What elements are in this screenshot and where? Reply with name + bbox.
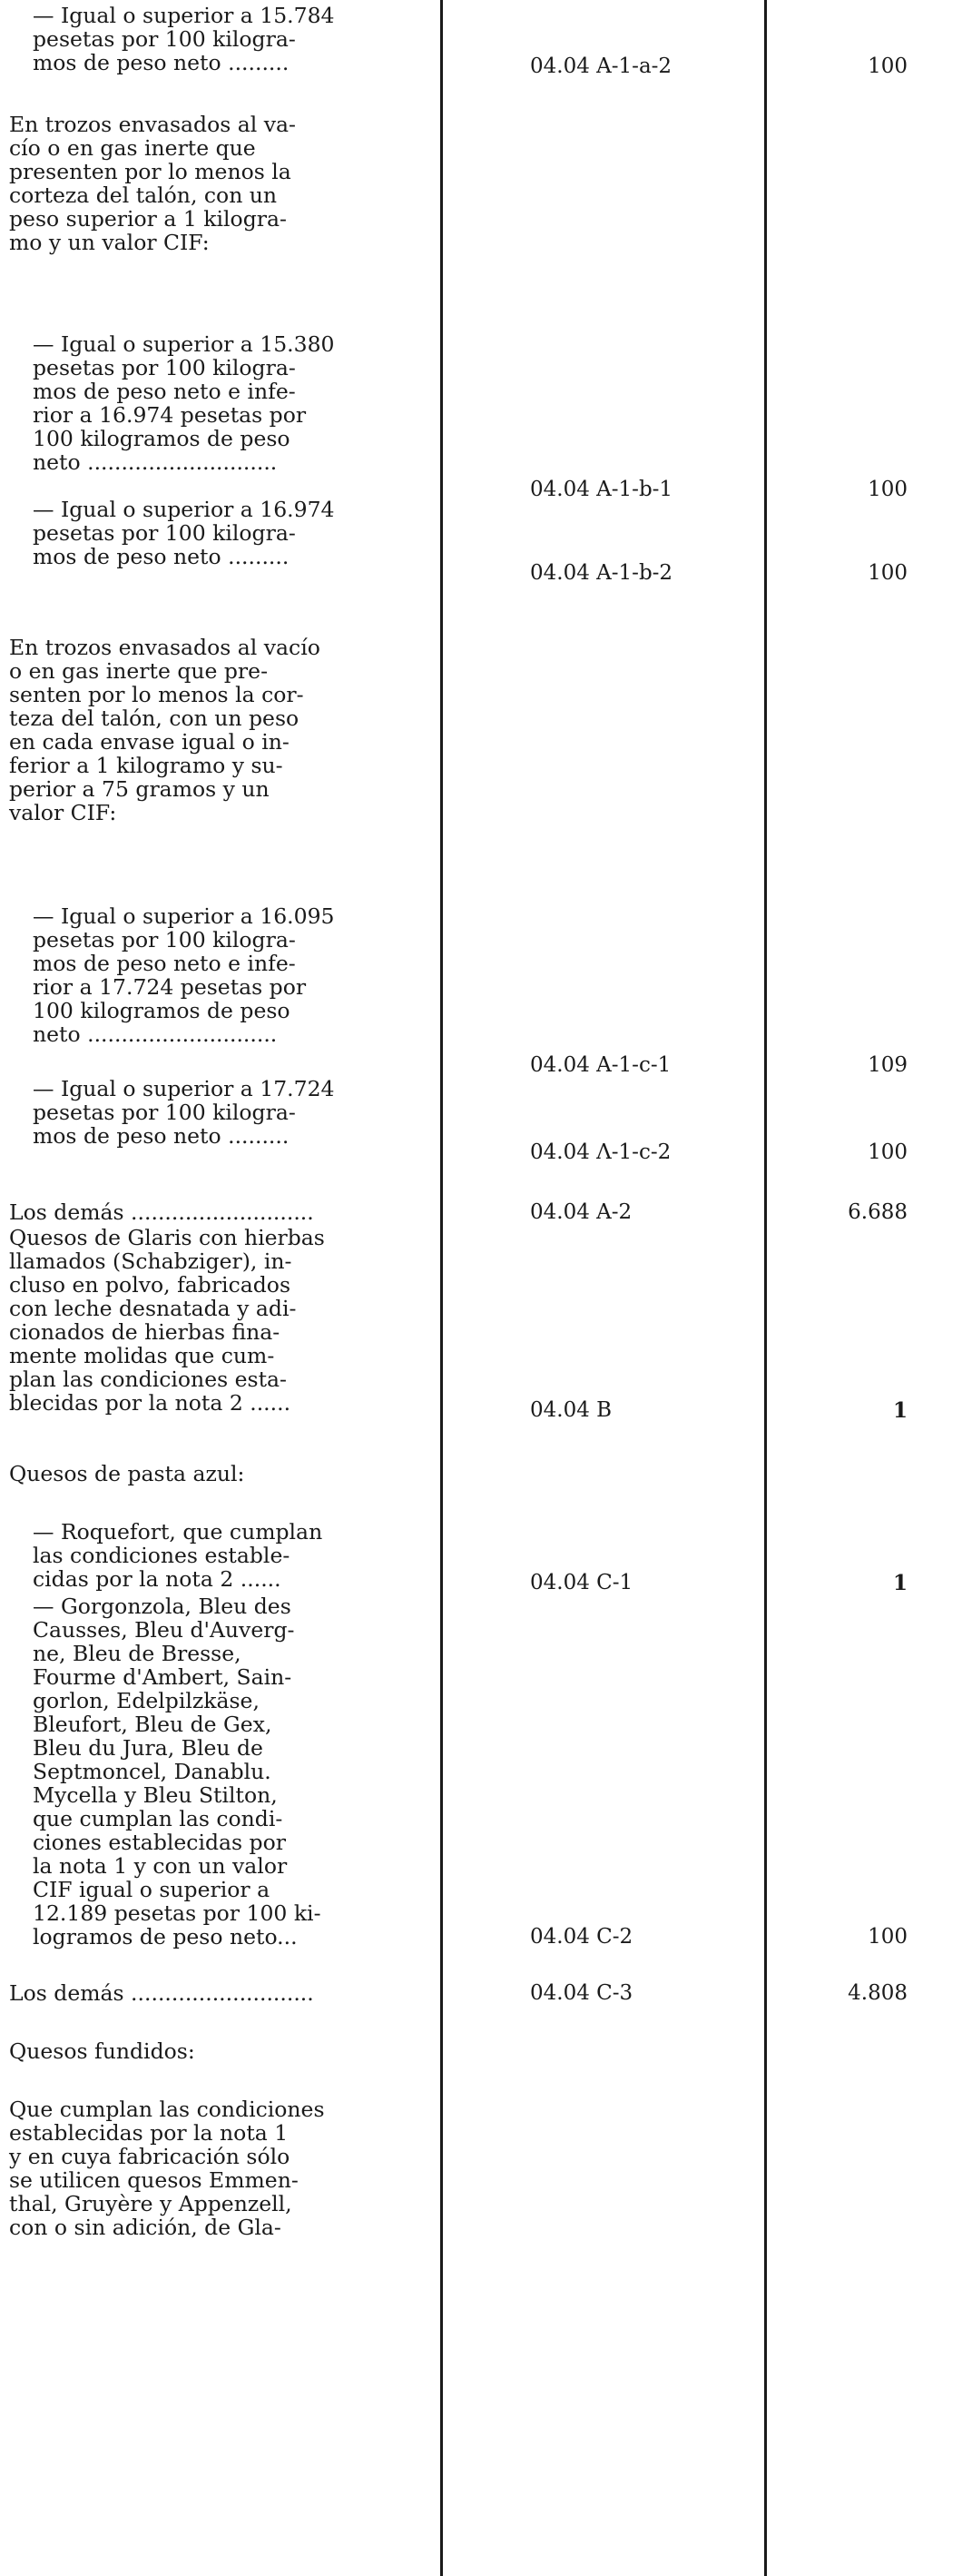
tariff-code: 04.04 B [530,1398,613,1422]
duty-value: 100 [868,561,908,585]
duty-value: 100 [868,54,908,78]
item-description: — Igual o superior a 16.095 pesetas por 100 kilogra- mos de peso neto e infe- rior a 17.724 pesetas por 100 kilogramos de peso neto ............................ [33,903,335,1047]
duty-value: 1 [892,1398,908,1423]
item-description: — Igual o superior a 17.724 pesetas por 100 kilogra- mos de peso neto ......... [33,1076,335,1149]
tariff-code: 04.04 Λ-1-c-2 [530,1140,672,1164]
tariff-code: 04.04 A-1-a-2 [530,54,673,78]
item-description: Los demás ........................... [9,1980,314,2006]
duty-value: 1 [892,1571,908,1595]
section-heading: En trozos envasados al vacío o en gas inerte que pre- senten por lo menos la cor- teza del talón, con un peso en cada envase igual o in- ferior a 1 kilogramo y su- perior a 75 gramos y un valor CIF: [9,635,320,825]
item-description: — Igual o superior a 15.380 pesetas por 100 kilogra- mos de peso neto e infe- rior a 16.974 pesetas por 100 kilogramos de peso neto ............................ [33,331,335,475]
tariff-code: 04.04 A-1-b-1 [530,478,673,501]
tariff-code: 04.04 A-2 [530,1200,633,1224]
item-description: — Roquefort, que cumplan las condiciones estable- cidas por la nota 2 ...... [33,1519,323,1592]
duty-value: 6.688 [848,1200,908,1224]
item-description: Los demás ........................... [9,1199,314,1225]
section-heading: En trozos envasados al va- cío o en gas inerte que presenten por lo menos la corteza del talón, con un peso superior a 1 kilogra- mo y un valor CIF: [9,112,296,255]
section-heading: Quesos fundidos: [9,2038,195,2064]
tariff-code: 04.04 A-1-c-1 [530,1053,672,1077]
item-description: — Igual o superior a 15.784 pesetas por 100 kilogra- mos de peso neto ......... [33,3,335,75]
duty-value: 100 [868,1925,908,1949]
tariff-code: 04.04 C-2 [530,1925,633,1949]
item-description: — Igual o superior a 16.974 pesetas por 100 kilogra- mos de peso neto ......... [33,497,335,569]
item-description: — Gorgonzola, Bleu des Causses, Bleu d'Auverg- ne, Bleu de Bresse, Fourme d'Ambert, Sain- gorlon, Edelpilzkäse, Bleufort, Bleu de Gex, Bleu du Jura, Bleu de Septmoncel, Danablu. Mycella y Bleu Stilton, que cumplan las condi- ciones establecidas por la nota 1 y con un valor CIF igual o superior a 12.189 pesetas por 100 ki- logramos de peso neto... [33,1594,321,1949]
duty-value: 100 [868,478,908,501]
duty-value: 100 [868,1140,908,1164]
item-description: Que cumplan las condiciones establecidas por la nota 1 y en cuya fabricación sólo se utilicen quesos Emmen- thal, Gruyère y Appenzell, con o sin adición, de Gla- [9,2097,325,2240]
tariff-code: 04.04 C-3 [530,1981,633,2005]
item-description: Quesos de Glaris con hierbas llamados (Schabziger), in- cluso en polvo, fabricados con leche desnatada y adi- cionados de hierbas fina- mente molidas que cum- plan las condiciones esta- blecidas por la nota 2 ...... [9,1225,325,1416]
tariff-code: 04.04 A-1-b-2 [530,561,673,585]
duty-value: 109 [868,1053,908,1077]
column-rule-right [764,0,767,2576]
section-heading: Quesos de pasta azul: [9,1461,245,1486]
tariff-code: 04.04 C-1 [530,1571,633,1594]
duty-value: 4.808 [848,1981,908,2005]
